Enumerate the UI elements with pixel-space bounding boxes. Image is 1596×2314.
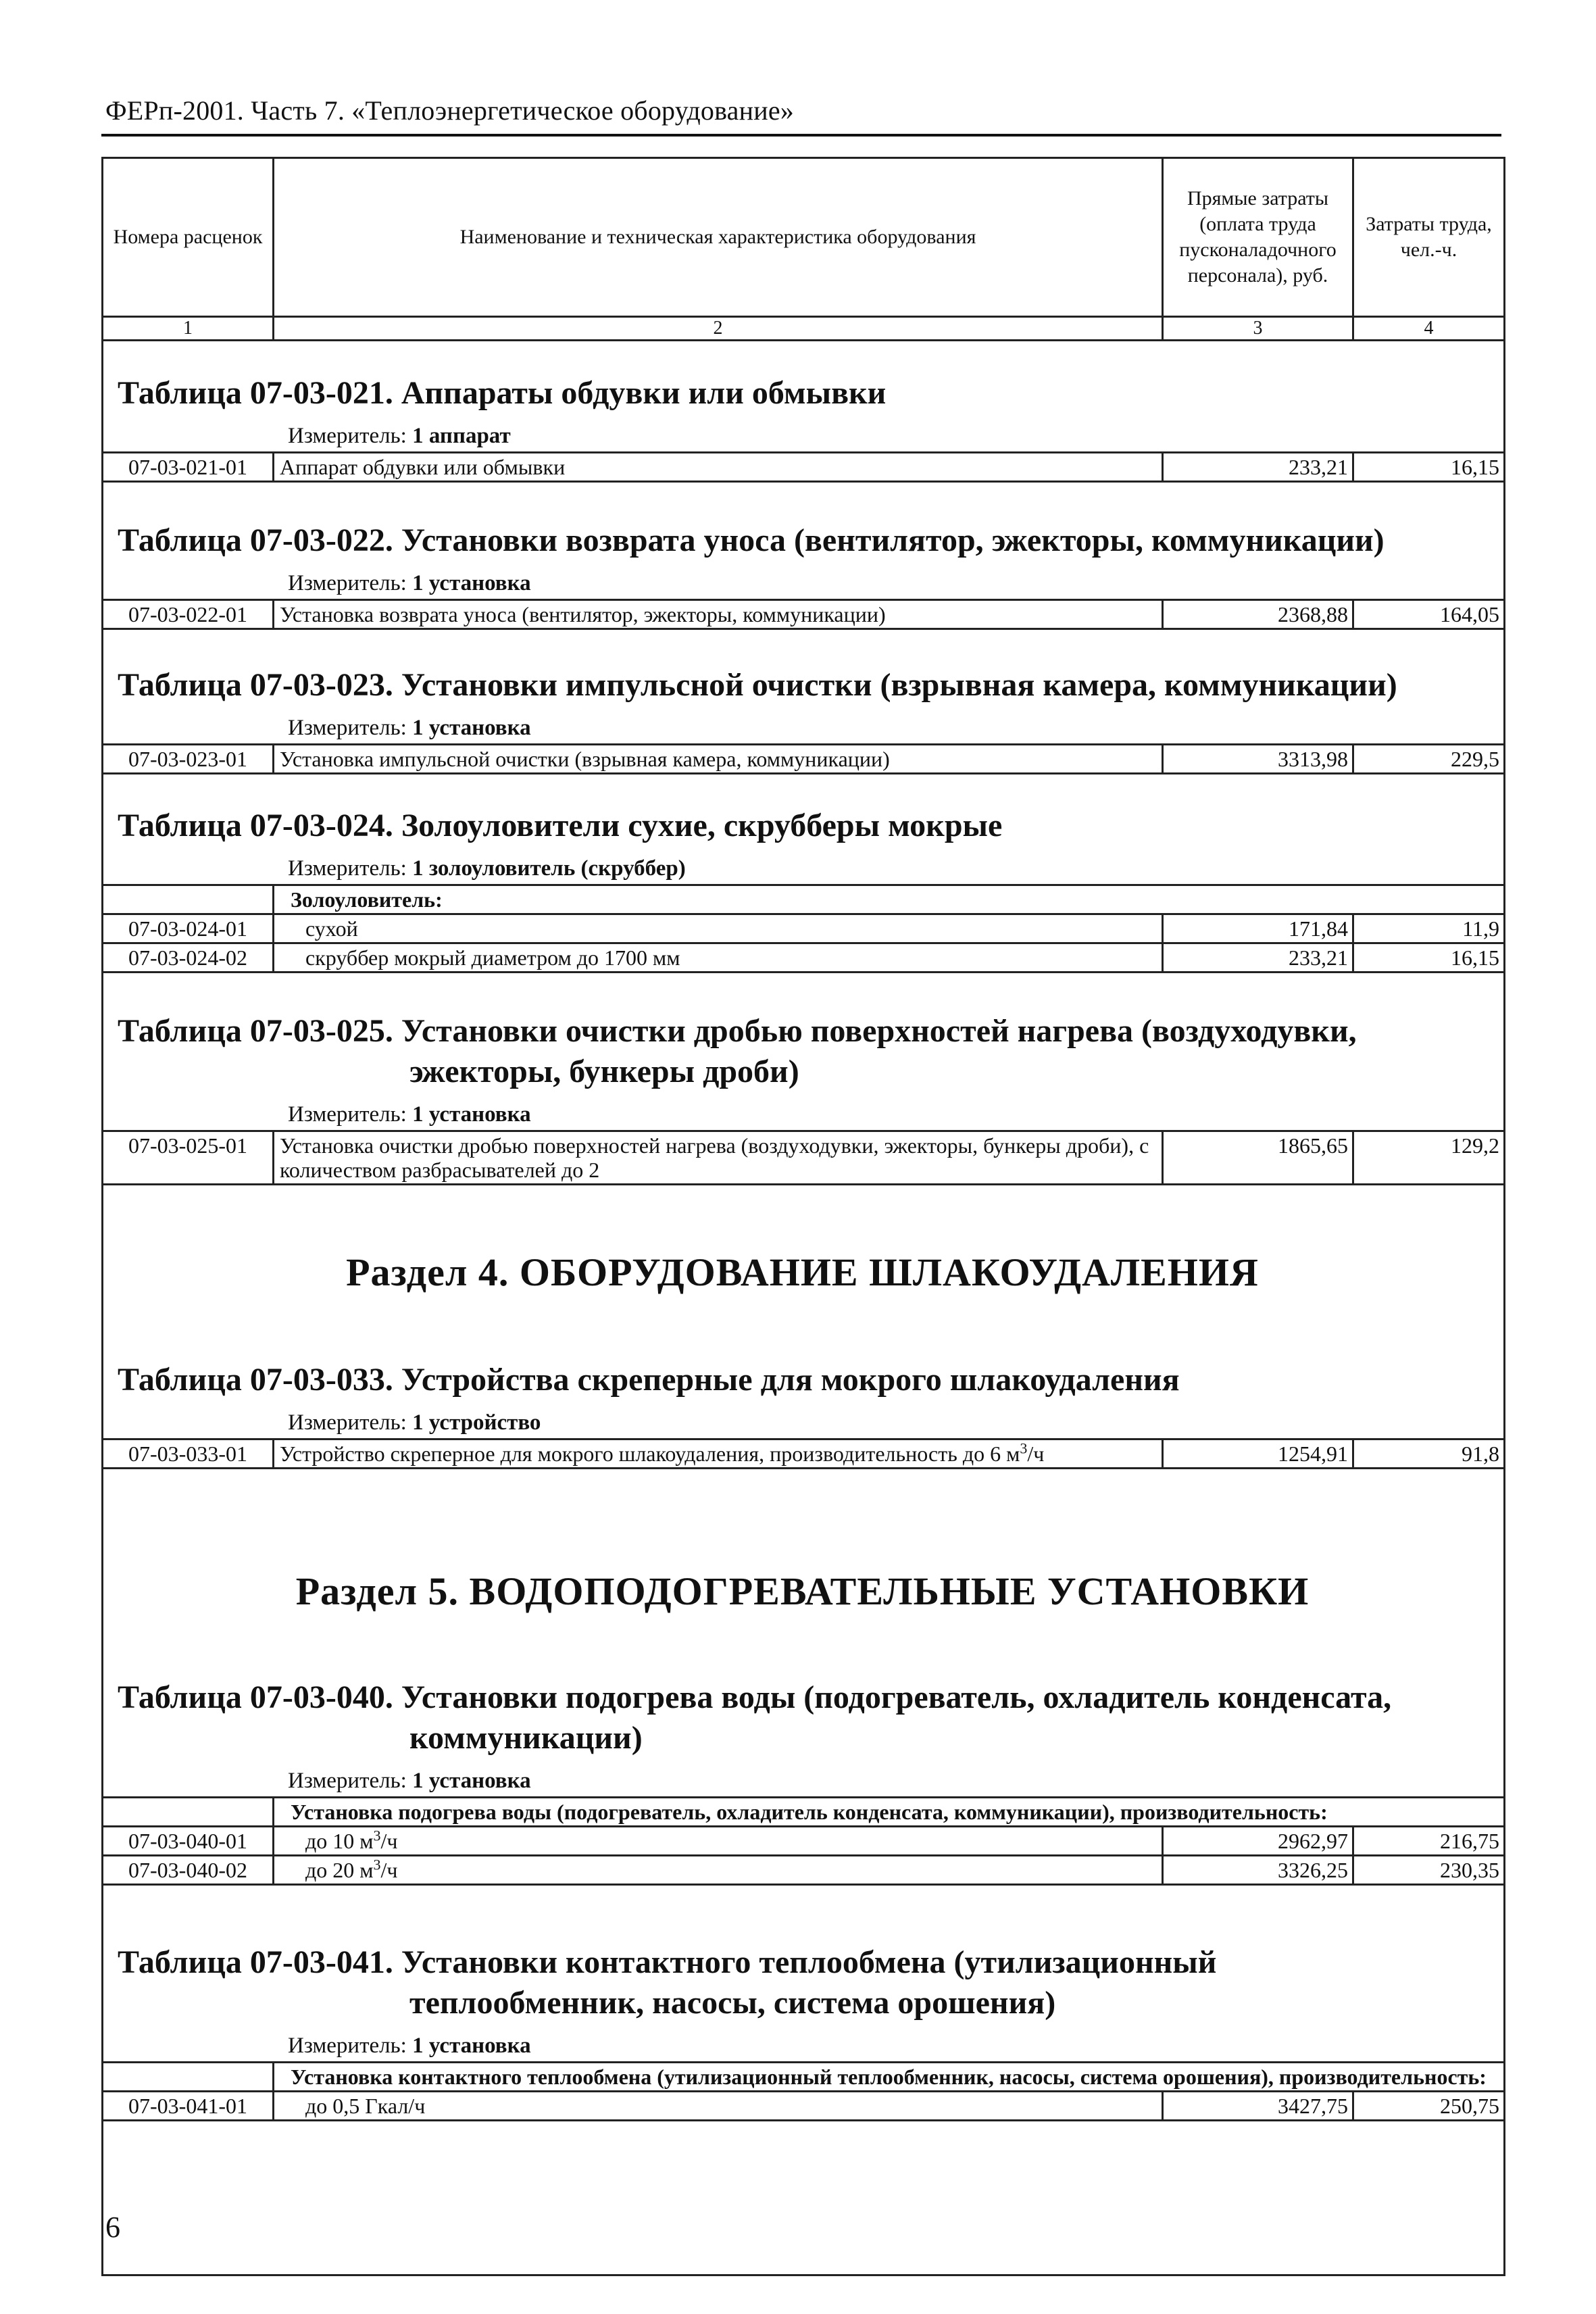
table-title bbox=[118, 1942, 1503, 2023]
rate-labor: 91,8 bbox=[1353, 1439, 1505, 1469]
rate-labor: 129,2 bbox=[1353, 1131, 1505, 1185]
rate-name: Установка импульсной очистки (взрывная камера, коммуникации) bbox=[274, 745, 1163, 774]
section-5-title: Раздел 5. ВОДОПОДОГРЕВАТЕЛЬНЫЕ УСТАНОВКИ bbox=[295, 1569, 1310, 1613]
page-number: 6 bbox=[105, 2211, 120, 2244]
table-title-line1: Таблица 07-03-025. Установки очистки дробью поверхностей нагрева (воздуходувки, bbox=[118, 1013, 1357, 1049]
table-title bbox=[118, 1677, 1503, 1758]
col-header-labor: Затраты труда, чел.-ч. bbox=[1353, 158, 1505, 317]
table-07-03-041 bbox=[101, 1942, 1503, 2121]
table-title: Таблица 07-03-022. Установки возврата уноса (вентилятор, эжекторы, коммуникации) bbox=[118, 522, 1385, 558]
rate-labor: 16,15 bbox=[1353, 453, 1505, 482]
rates-table bbox=[101, 743, 1505, 774]
rate-cost: 233,21 bbox=[1163, 453, 1353, 482]
rate-name bbox=[274, 1856, 1163, 1885]
measure-value: 1 установка bbox=[412, 1102, 531, 1127]
rate-name-text: Устройство скреперное для мокрого шлакоудаления, производительность до 6 м bbox=[280, 1442, 1020, 1466]
measure-value: 1 золоуловитель (скруббер) bbox=[412, 856, 686, 881]
table-row bbox=[103, 1439, 1505, 1469]
table-07-03-040 bbox=[101, 1677, 1503, 1886]
table-title: Таблица 07-03-024. Золоуловители сухие, скрубберы мокрые bbox=[118, 808, 1003, 843]
rate-labor: 216,75 bbox=[1353, 1827, 1505, 1856]
rates-table bbox=[101, 884, 1505, 973]
col-header-cost: Прямые затраты (оплата труда пусконаладочного персонала), руб. bbox=[1163, 158, 1353, 317]
measure-label: Измеритель: bbox=[288, 856, 407, 881]
measure-line bbox=[288, 1767, 1503, 1795]
table-07-03-022 bbox=[101, 520, 1503, 630]
group-row bbox=[103, 1798, 1505, 1827]
superscript: 3 bbox=[373, 1827, 381, 1844]
measure-label: Измеритель: bbox=[288, 2034, 407, 2058]
rates-table bbox=[101, 2061, 1505, 2121]
rate-name: скруббер мокрый диаметром до 1700 мм bbox=[274, 943, 1163, 973]
rate-cost: 1254,91 bbox=[1163, 1439, 1353, 1469]
col-num-1: 1 bbox=[103, 317, 274, 341]
rate-cost: 171,84 bbox=[1163, 914, 1353, 943]
col-num-4: 4 bbox=[1353, 317, 1505, 341]
rate-code: 07-03-021-01 bbox=[103, 453, 274, 482]
group-label: Установка контактного теплообмена (утилизационный теплообменник, насосы, система орошения), производительность: bbox=[274, 2063, 1505, 2092]
rate-name bbox=[274, 1827, 1163, 1856]
rates-table bbox=[101, 1438, 1505, 1469]
table-row bbox=[103, 1131, 1505, 1185]
table-row bbox=[103, 943, 1505, 973]
table-title: Таблица 07-03-023. Установки импульсной очистки (взрывная камера, коммуникации) bbox=[118, 667, 1397, 703]
rate-name: Аппарат обдувки или обмывки bbox=[274, 453, 1163, 482]
measure-label: Измеритель: bbox=[288, 1102, 407, 1127]
table-title: Таблица 07-03-033. Устройства скреперные для мокрого шлакоудаления bbox=[118, 1362, 1180, 1398]
column-header-table bbox=[101, 157, 1505, 341]
measure-value: 1 аппарат bbox=[412, 424, 511, 448]
rate-cost: 3427,75 bbox=[1163, 2092, 1353, 2121]
group-row bbox=[103, 885, 1505, 914]
table-07-03-024 bbox=[101, 806, 1503, 973]
rate-cost: 3326,25 bbox=[1163, 1856, 1353, 1885]
rate-name bbox=[274, 1439, 1163, 1469]
measure-label: Измеритель: bbox=[288, 716, 407, 740]
rate-labor: 164,05 bbox=[1353, 600, 1505, 629]
measure-value: 1 устройство bbox=[412, 1410, 541, 1435]
measure-line bbox=[288, 422, 1503, 450]
rate-name: Установка очистки дробью поверхностей нагрева (воздуходувки, эжекторы, бункеры дроби), с количеством разбрасывателей до 2 bbox=[274, 1131, 1163, 1185]
measure-label: Измеритель: bbox=[288, 424, 407, 448]
header-rule bbox=[101, 134, 1501, 137]
table-07-03-023 bbox=[101, 665, 1503, 774]
table-title-line1: Таблица 07-03-040. Установки подогрева воды (подогреватель, охладитель конденсата, bbox=[118, 1679, 1392, 1715]
measure-label: Измеритель: bbox=[288, 1410, 407, 1435]
col-num-2: 2 bbox=[274, 317, 1163, 341]
table-row bbox=[103, 745, 1505, 774]
rate-code: 07-03-023-01 bbox=[103, 745, 274, 774]
table-07-03-033 bbox=[101, 1360, 1503, 1469]
measure-line bbox=[288, 1100, 1503, 1129]
rate-cost: 233,21 bbox=[1163, 943, 1353, 973]
table-07-03-025 bbox=[101, 1011, 1503, 1185]
rate-name: до 0,5 Гкал/ч bbox=[274, 2092, 1163, 2121]
measure-line bbox=[288, 1408, 1503, 1437]
table-title bbox=[118, 1011, 1503, 1092]
rate-cost: 3313,98 bbox=[1163, 745, 1353, 774]
measure-line bbox=[288, 854, 1503, 883]
table-title-line2: теплообменник, насосы, система орошения) bbox=[409, 1985, 1056, 2021]
superscript: 3 bbox=[373, 1856, 381, 1873]
rate-name-text: до 20 м bbox=[305, 1858, 374, 1882]
rate-name-text: до 10 м bbox=[305, 1829, 374, 1853]
measure-value: 1 установка bbox=[412, 716, 531, 740]
col-header-code: Номера расценок bbox=[103, 158, 274, 317]
table-row bbox=[103, 914, 1505, 943]
measure-value: 1 установка bbox=[412, 2034, 531, 2058]
table-row bbox=[103, 2092, 1505, 2121]
measure-line bbox=[288, 714, 1503, 742]
rate-cost: 1865,65 bbox=[1163, 1131, 1353, 1185]
table-row bbox=[103, 1827, 1505, 1856]
measure-line bbox=[288, 569, 1503, 597]
table-title-line2: коммуникации) bbox=[409, 1720, 643, 1756]
column-header-row bbox=[103, 158, 1505, 317]
rate-labor: 230,35 bbox=[1353, 1856, 1505, 1885]
table-title-line2: эжекторы, бункеры дроби) bbox=[409, 1054, 799, 1089]
rate-code: 07-03-025-01 bbox=[103, 1131, 274, 1185]
table-row bbox=[103, 600, 1505, 629]
rates-table bbox=[101, 451, 1505, 483]
rate-labor: 16,15 bbox=[1353, 943, 1505, 973]
rate-labor: 11,9 bbox=[1353, 914, 1505, 943]
rate-name-unit: /ч bbox=[380, 1829, 398, 1853]
col-header-name: Наименование и техническая характеристика оборудования bbox=[274, 158, 1163, 317]
column-number-row bbox=[103, 317, 1505, 341]
rates-table bbox=[101, 1796, 1505, 1886]
measure-line bbox=[288, 2032, 1503, 2060]
rate-name-unit: /ч bbox=[380, 1858, 398, 1882]
rate-code: 07-03-040-01 bbox=[103, 1827, 274, 1856]
measure-label: Измеритель: bbox=[288, 1769, 407, 1793]
group-row bbox=[103, 2063, 1505, 2092]
rate-code: 07-03-022-01 bbox=[103, 600, 274, 629]
table-title-line1: Таблица 07-03-041. Установки контактного теплообмена (утилизационный bbox=[118, 1944, 1217, 1980]
rate-name: Установка возврата уноса (вентилятор, эжекторы, коммуникации) bbox=[274, 600, 1163, 629]
rate-code: 07-03-024-02 bbox=[103, 943, 274, 973]
group-label: Золоуловитель: bbox=[274, 885, 1505, 914]
rate-code: 07-03-040-02 bbox=[103, 1856, 274, 1885]
table-row bbox=[103, 1856, 1505, 1885]
rate-cost: 2368,88 bbox=[1163, 600, 1353, 629]
col-num-3: 3 bbox=[1163, 317, 1353, 341]
rate-name: сухой bbox=[274, 914, 1163, 943]
group-label: Установка подогрева воды (подогреватель, охладитель конденсата, коммуникации), производительность: bbox=[274, 1798, 1505, 1827]
rate-code: 07-03-033-01 bbox=[103, 1439, 274, 1469]
table-row bbox=[103, 453, 1505, 482]
rate-name-unit: /ч bbox=[1027, 1442, 1045, 1466]
measure-value: 1 установка bbox=[412, 571, 531, 595]
section-4-title: Раздел 4. ОБОРУДОВАНИЕ ШЛАКОУДАЛЕНИЯ bbox=[346, 1250, 1259, 1294]
table-07-03-021 bbox=[101, 373, 1503, 483]
rate-labor: 250,75 bbox=[1353, 2092, 1505, 2121]
superscript: 3 bbox=[1020, 1439, 1028, 1457]
rates-table bbox=[101, 1130, 1505, 1185]
measure-label: Измеритель: bbox=[288, 571, 407, 595]
rates-table bbox=[101, 599, 1505, 630]
rate-code: 07-03-041-01 bbox=[103, 2092, 274, 2121]
rate-code: 07-03-024-01 bbox=[103, 914, 274, 943]
measure-value: 1 установка bbox=[412, 1769, 531, 1793]
table-title: Таблица 07-03-021. Аппараты обдувки или обмывки bbox=[118, 375, 887, 411]
rate-cost: 2962,97 bbox=[1163, 1827, 1353, 1856]
rate-labor: 229,5 bbox=[1353, 745, 1505, 774]
running-header: ФЕРп-2001. Часть 7. «Теплоэнергетическое оборудование» bbox=[105, 95, 795, 126]
